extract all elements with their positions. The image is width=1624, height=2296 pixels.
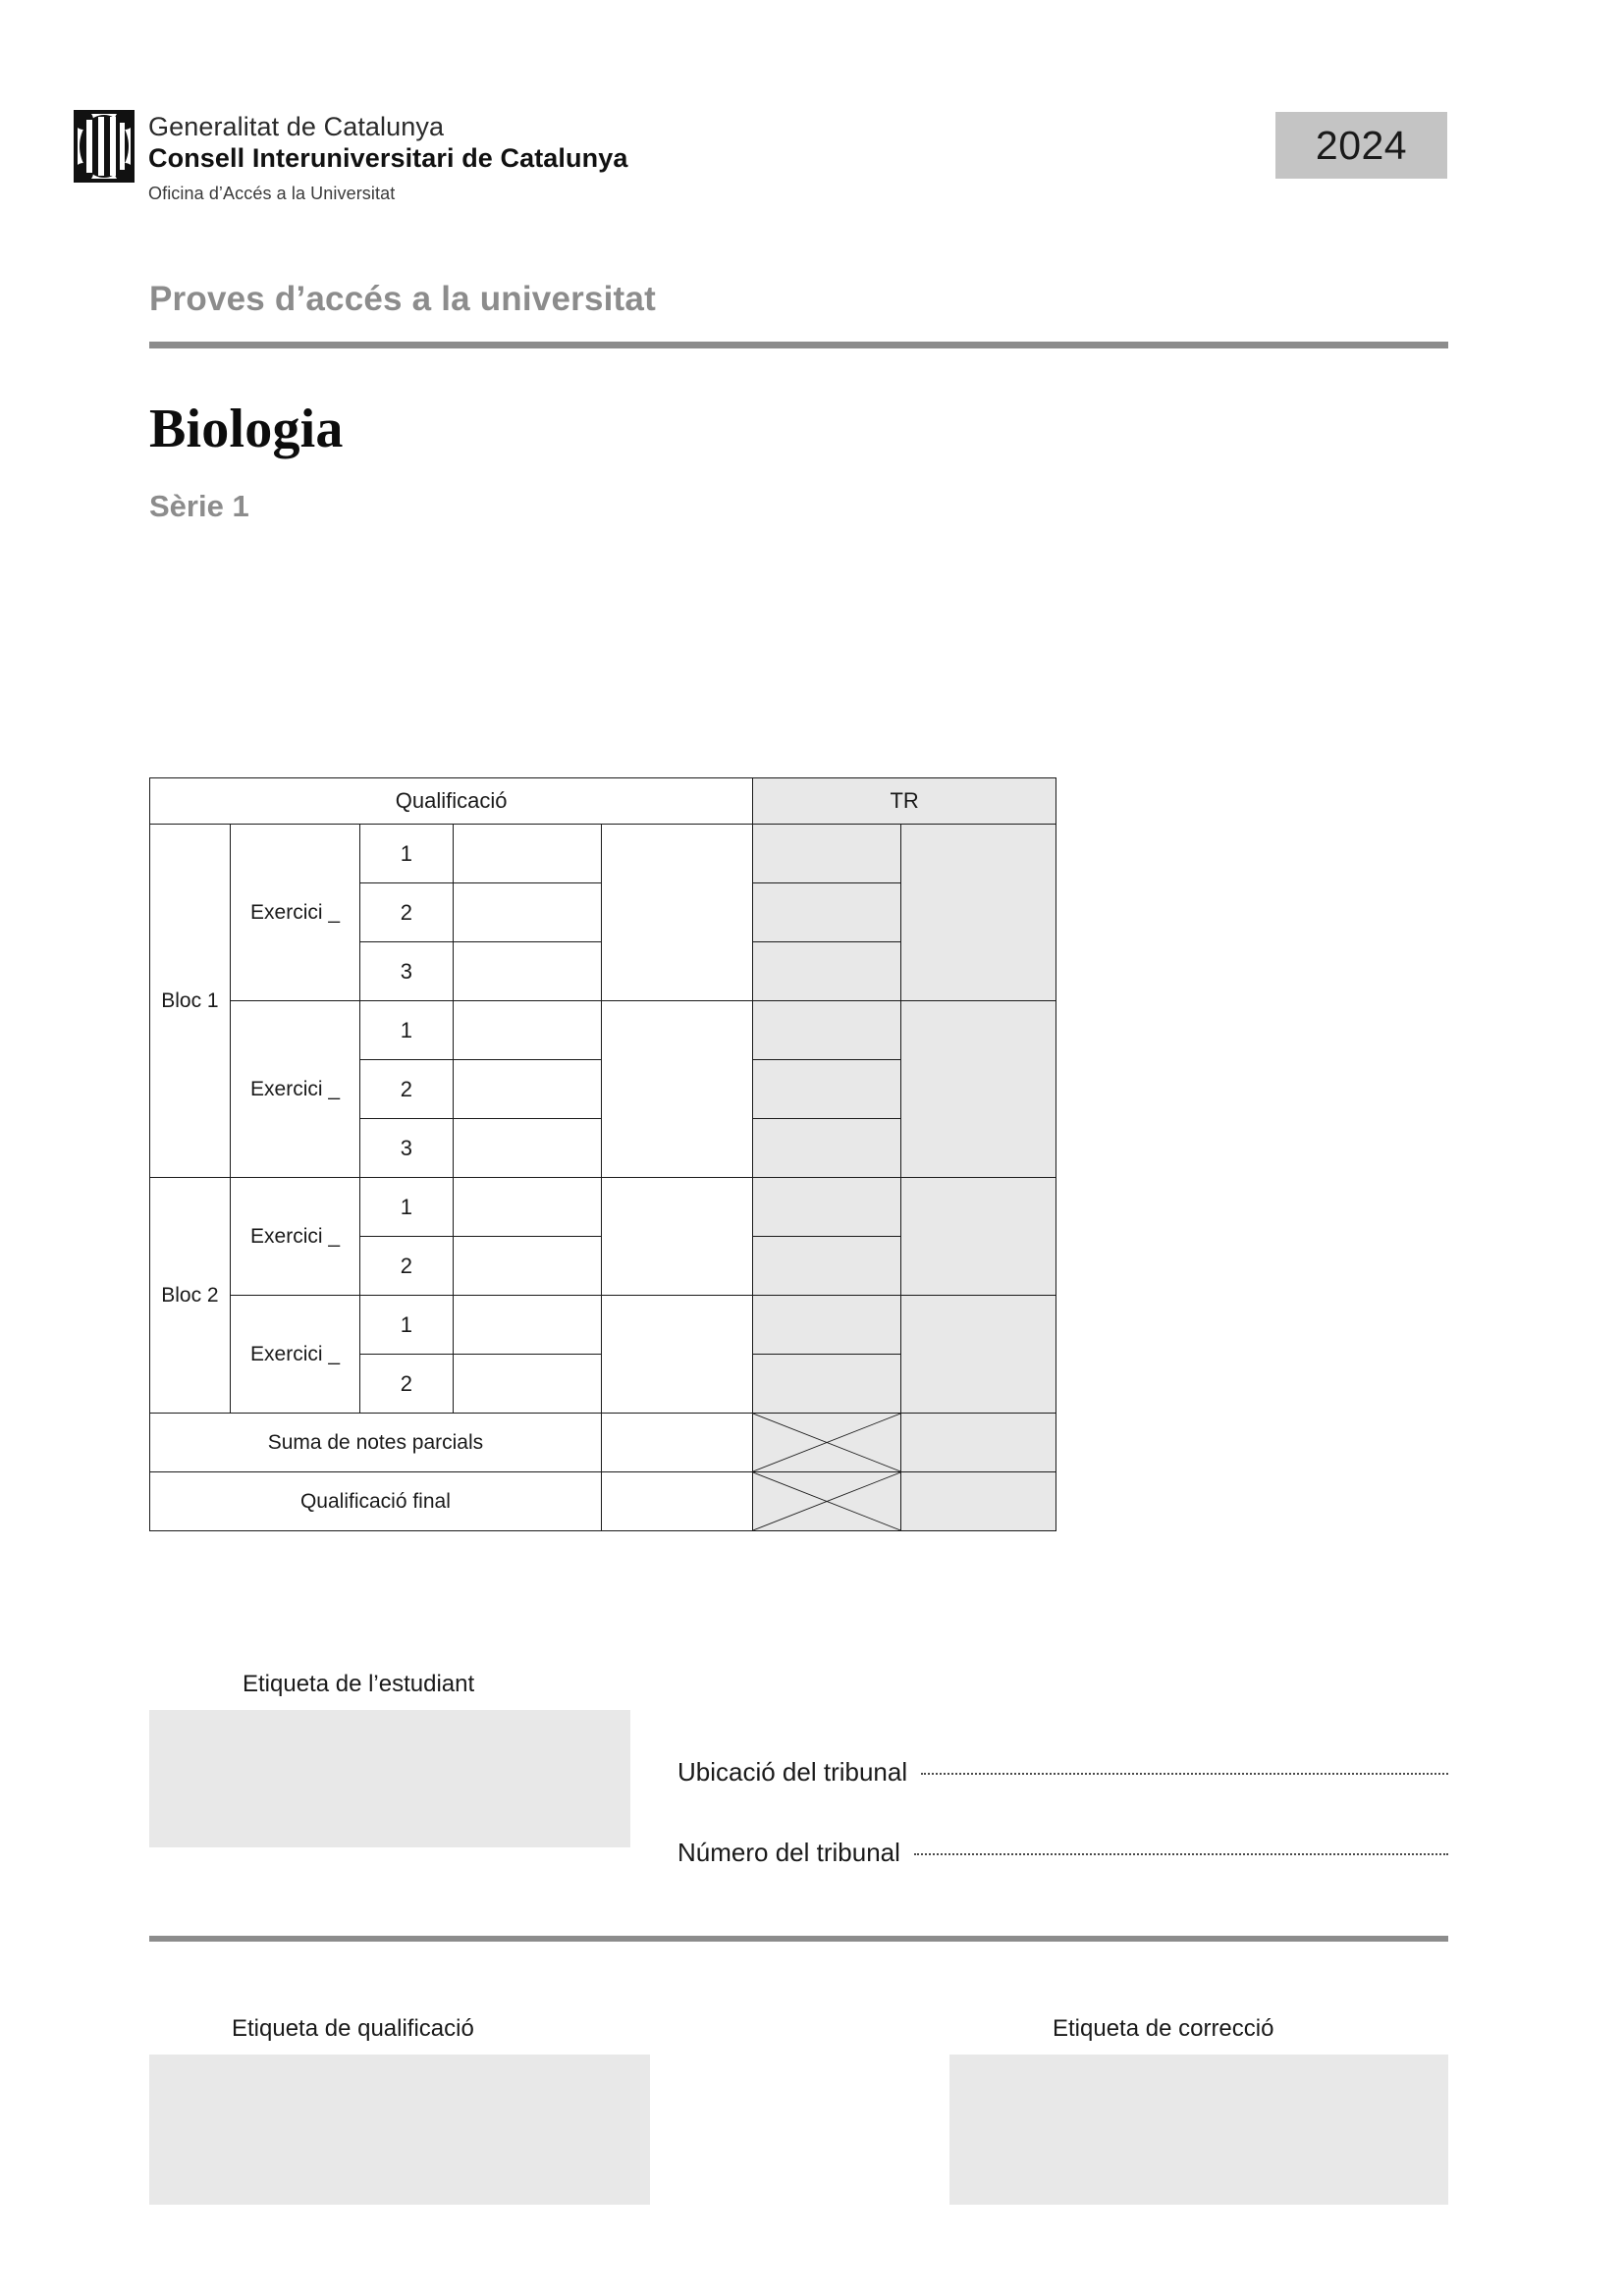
exercici-label: Exercici _ bbox=[230, 825, 359, 1001]
student-label-caption: Etiqueta de l’estudiant bbox=[243, 1671, 475, 1697]
table-row bbox=[150, 1472, 1056, 1531]
year-badge: 2024 bbox=[1275, 112, 1447, 179]
tr-exercise-cell[interactable] bbox=[901, 1296, 1056, 1414]
table-row bbox=[150, 1001, 1056, 1060]
tribunal-number-label: Número del tribunal bbox=[677, 1838, 900, 1867]
score-cell[interactable] bbox=[453, 1355, 601, 1414]
student-label-box[interactable] bbox=[149, 1710, 630, 1847]
section-divider bbox=[149, 1936, 1448, 1942]
tr-item-cell[interactable] bbox=[753, 1237, 901, 1296]
generalitat-crest-icon bbox=[74, 110, 135, 183]
tr-exercise-cell[interactable] bbox=[901, 1178, 1056, 1296]
title-divider bbox=[149, 342, 1448, 348]
exercise-total-cell[interactable] bbox=[601, 1178, 752, 1296]
tr-item-cell[interactable] bbox=[753, 1060, 901, 1119]
header-tr: TR bbox=[753, 778, 1056, 825]
tr-item-cell[interactable] bbox=[753, 1119, 901, 1178]
tribunal-location-dots bbox=[921, 1773, 1448, 1775]
summary-score-cell[interactable] bbox=[601, 1472, 752, 1531]
score-cell[interactable] bbox=[453, 942, 601, 1001]
tr-item-cell[interactable] bbox=[753, 1001, 901, 1060]
org-line-generalitat: Generalitat de Catalunya bbox=[148, 112, 445, 141]
item-number: 2 bbox=[360, 1060, 453, 1119]
item-number: 1 bbox=[360, 1001, 453, 1060]
header-qualificacio: Qualificació bbox=[150, 778, 753, 825]
tr-item-cell[interactable] bbox=[753, 1296, 901, 1355]
exercise-total-cell[interactable] bbox=[601, 1001, 752, 1178]
summary-tr-cell[interactable] bbox=[901, 1414, 1056, 1472]
tr-item-cell[interactable] bbox=[753, 883, 901, 942]
table-row bbox=[150, 1178, 1056, 1237]
correccio-label-caption: Etiqueta de correcció bbox=[1053, 2015, 1274, 2042]
exercici-label: Exercici _ bbox=[230, 1178, 359, 1296]
item-number: 2 bbox=[360, 1237, 453, 1296]
tr-exercise-cell[interactable] bbox=[901, 825, 1056, 1001]
exam-kind-heading: Proves d’accés a la universitat bbox=[149, 280, 656, 318]
org-line-oficina: Oficina d’Accés a la Universitat bbox=[148, 183, 396, 203]
subject-title: Biologia bbox=[149, 399, 344, 459]
exercise-total-cell[interactable] bbox=[601, 1296, 752, 1414]
org-name-block bbox=[148, 110, 627, 204]
item-number: 2 bbox=[360, 883, 453, 942]
score-cell[interactable] bbox=[453, 1237, 601, 1296]
cross-out-icon bbox=[753, 1414, 900, 1471]
bloc-label: Bloc 1 bbox=[150, 825, 231, 1178]
item-number: 3 bbox=[360, 942, 453, 1001]
tr-item-cell[interactable] bbox=[753, 825, 901, 883]
tribunal-number-field[interactable] bbox=[677, 1838, 1448, 1868]
score-cell[interactable] bbox=[453, 1001, 601, 1060]
tribunal-location-label: Ubicació del tribunal bbox=[677, 1757, 908, 1787]
summary-label: Qualificació final bbox=[150, 1472, 602, 1531]
exercise-total-cell[interactable] bbox=[601, 825, 752, 1001]
score-cell[interactable] bbox=[453, 1119, 601, 1178]
item-number: 1 bbox=[360, 825, 453, 883]
score-cell[interactable] bbox=[453, 1178, 601, 1237]
org-line-consell: Consell Interuniversitari de Catalunya bbox=[148, 142, 628, 173]
tr-item-cell[interactable] bbox=[753, 1355, 901, 1414]
bloc-label: Bloc 2 bbox=[150, 1178, 231, 1414]
score-cell[interactable] bbox=[453, 1060, 601, 1119]
item-number: 2 bbox=[360, 1355, 453, 1414]
summary-label: Suma de notes parcials bbox=[150, 1414, 602, 1472]
summary-score-cell[interactable] bbox=[601, 1414, 752, 1472]
tr-exercise-cell[interactable] bbox=[901, 1001, 1056, 1178]
qualificacio-label-box[interactable] bbox=[149, 2055, 650, 2205]
table-row bbox=[150, 1414, 1056, 1472]
tribunal-number-dots bbox=[914, 1853, 1448, 1855]
item-number: 1 bbox=[360, 1178, 453, 1237]
score-cell[interactable] bbox=[453, 883, 601, 942]
item-number: 1 bbox=[360, 1296, 453, 1355]
tr-item-cell[interactable] bbox=[753, 1178, 901, 1237]
table-row bbox=[150, 825, 1056, 883]
series-label: Sèrie 1 bbox=[149, 489, 249, 523]
crossed-out-cell bbox=[753, 1414, 901, 1472]
score-cell[interactable] bbox=[453, 825, 601, 883]
qualificacio-label-caption: Etiqueta de qualificació bbox=[232, 2015, 474, 2042]
correccio-label-box[interactable] bbox=[949, 2055, 1448, 2205]
table-header-row bbox=[150, 778, 1056, 825]
exercici-label: Exercici _ bbox=[230, 1001, 359, 1178]
masthead bbox=[74, 110, 627, 204]
item-number: 3 bbox=[360, 1119, 453, 1178]
summary-tr-cell[interactable] bbox=[901, 1472, 1056, 1531]
tribunal-location-field[interactable] bbox=[677, 1757, 1448, 1788]
cross-out-icon bbox=[753, 1472, 900, 1530]
exercici-label: Exercici _ bbox=[230, 1296, 359, 1414]
crossed-out-cell bbox=[753, 1472, 901, 1531]
table-row bbox=[150, 1296, 1056, 1355]
tr-item-cell[interactable] bbox=[753, 942, 901, 1001]
score-cell[interactable] bbox=[453, 1296, 601, 1355]
grading-table bbox=[149, 777, 1056, 1531]
